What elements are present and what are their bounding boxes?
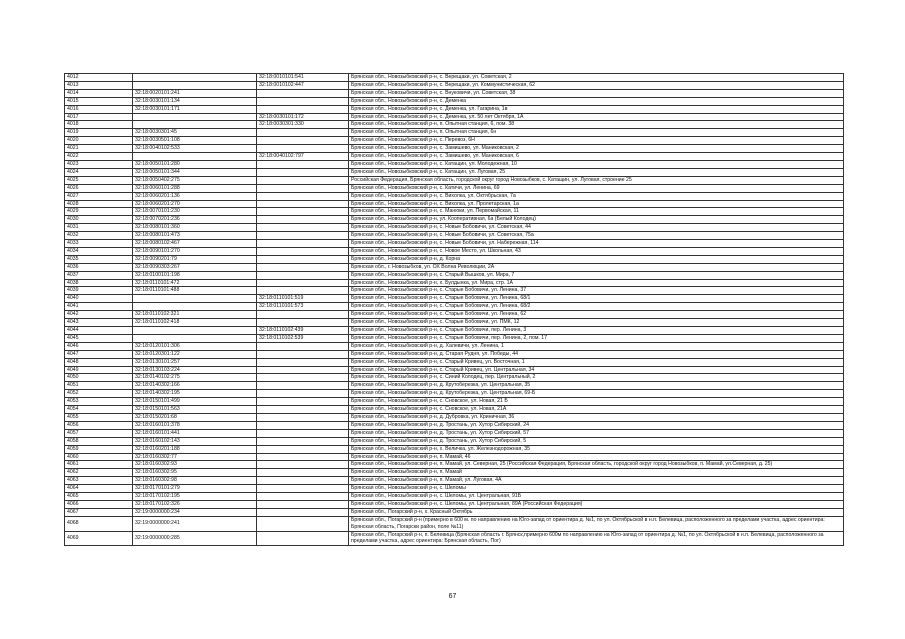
cadastral-number-alt-cell	[257, 429, 349, 437]
row-number-cell: 4031	[65, 224, 133, 232]
cadastral-number-alt-cell	[257, 421, 349, 429]
cadastral-number-cell: 32:18:0150101:499	[133, 398, 257, 406]
cadastral-number-cell: 32:18:0170102:195	[133, 493, 257, 501]
cadastral-number-cell: 32:18:0090201:79	[133, 255, 257, 263]
address-cell: Брянская обл., Новозыбковский р-н, с. Старые Бобовичи, пер. Ленина, 2, пом. 17	[349, 334, 844, 342]
address-cell: Брянская обл., Новозыбковский р-н, с. Старые Бобовичи, ул. Ленина, 62	[349, 311, 844, 319]
cadastral-number-alt-cell	[257, 382, 349, 390]
row-number-cell: 4065	[65, 493, 133, 501]
address-cell: Брянская обл., Погарский р-н (примерно в 600 м. по направлению на Юго-запад от ориентира д. №1, по ул. Октябрьской в н.п. Белевица, расположенного за пределами участка, адрес ориентира: Брянская область, Погарски район, поле №11)	[349, 516, 844, 531]
address-cell: Брянская обл., Новозыбковский р-н, с. Старые Бобовичи, ул. ПМК, 12	[349, 319, 844, 327]
table-row	[65, 224, 844, 232]
cadastral-number-cell: 32:18:0060201:136	[133, 192, 257, 200]
row-number-cell: 4053	[65, 398, 133, 406]
cadastral-number-alt-cell	[257, 263, 349, 271]
table-row	[65, 287, 844, 295]
row-number-cell: 4062	[65, 469, 133, 477]
cadastral-number-alt-cell: 32:18:0030301:330	[257, 121, 349, 129]
cadastral-number-alt-cell	[257, 105, 349, 113]
table-row	[65, 113, 844, 121]
cadastral-number-cell: 32:18:0030101:171	[133, 105, 257, 113]
cadastral-number-cell: 32:18:0080101:360	[133, 224, 257, 232]
cadastral-number-cell: 32:18:0080102:467	[133, 240, 257, 248]
address-cell: Брянская обл., Новозыбковский р-н, с. Верещаки, ул. Коммунистическая, 62	[349, 81, 844, 89]
table-row	[65, 429, 844, 437]
cadastral-number-alt-cell	[257, 342, 349, 350]
row-number-cell: 4059	[65, 445, 133, 453]
row-number-cell: 4046	[65, 342, 133, 350]
row-number-cell: 4016	[65, 105, 133, 113]
row-number-cell: 4058	[65, 437, 133, 445]
row-number-cell: 4036	[65, 263, 133, 271]
cadastral-number-alt-cell	[257, 516, 349, 531]
address-cell: Брянская обл., Новозыбковский р-н, с. Синий Колодец, пер. Центральный, 2	[349, 374, 844, 382]
table-row	[65, 327, 844, 335]
cadastral-number-alt-cell	[257, 453, 349, 461]
address-cell: Брянская обл., Новозыбковский р-н, с. Деменка	[349, 97, 844, 105]
table-row	[65, 121, 844, 129]
cadastral-number-cell: 32:18:0030501:108	[133, 137, 257, 145]
row-number-cell: 4063	[65, 477, 133, 485]
address-cell: Российская Федерация, Брянская область, городской округ город Новозыбков, с. Катащин, ул. Луговая, строение 25	[349, 176, 844, 184]
row-number-cell: 4023	[65, 160, 133, 168]
table-row	[65, 129, 844, 137]
page-number: 67	[448, 593, 457, 600]
address-cell: Брянская обл., Новозыбковский р-н, с. Шеломы	[349, 485, 844, 493]
cadastral-number-cell: 32:18:0120101:306	[133, 342, 257, 350]
table-row	[65, 279, 844, 287]
table-row	[65, 192, 844, 200]
cadastral-number-alt-cell	[257, 89, 349, 97]
cadastral-number-alt-cell: 32:18:0010102:447	[257, 81, 349, 89]
cadastral-number-alt-cell	[257, 176, 349, 184]
row-number-cell: 4047	[65, 350, 133, 358]
cadastral-number-cell: 32:18:0030101:134	[133, 97, 257, 105]
address-cell: Брянская обл., Новозыбковский р-н, с. Внуковичи, ул. Советская, 38	[349, 89, 844, 97]
row-number-cell: 4052	[65, 390, 133, 398]
row-number-cell: 4040	[65, 295, 133, 303]
cadastral-number-cell	[133, 153, 257, 161]
cadastral-number-alt-cell	[257, 358, 349, 366]
address-cell: Брянская обл., Новозыбковский р-н, с. Старые Бобовичи, пер. Ленина, 3	[349, 327, 844, 335]
table-row	[65, 516, 844, 531]
address-cell: Брянская обл., Новозыбковский р-н, с. Новые Бобовичи, ул. Советская, 75а	[349, 232, 844, 240]
address-cell: Брянская обл., Новозыбковский р-н, п. Опытная станция, 6н	[349, 129, 844, 137]
address-cell: Брянская обл., Новозыбковский р-н, с. Старые Бобовичи, ул. Ленина, 68/2	[349, 303, 844, 311]
cadastral-number-alt-cell	[257, 508, 349, 516]
address-cell: Брянская обл., Новозыбковский р-н, д. Крутоберезка, ул. Центральная, 69-Б	[349, 390, 844, 398]
cadastral-number-alt-cell	[257, 445, 349, 453]
cadastral-number-alt-cell	[257, 319, 349, 327]
address-cell: Брянская обл., Новозыбковский р-н, д. Тростань, ул. Хутор Сибирский, 5	[349, 437, 844, 445]
row-number-cell: 4018	[65, 121, 133, 129]
cadastral-number-cell: 32:18:0110102:321	[133, 311, 257, 319]
address-cell: Брянская обл., Погарский р-н, х. Красный Октябрь	[349, 508, 844, 516]
row-number-cell: 4042	[65, 311, 133, 319]
table-row	[65, 390, 844, 398]
address-cell: Брянская обл., Новозыбковский р-н, с. Старые Бобовичи, ул. Ленина, 37	[349, 287, 844, 295]
table-row	[65, 216, 844, 224]
table-row	[65, 255, 844, 263]
table-row	[65, 247, 844, 255]
cadastral-number-cell: 32:19:0000000:241	[133, 516, 257, 531]
cadastral-number-cell	[133, 334, 257, 342]
cadastral-number-cell: 32:18:0150201:68	[133, 413, 257, 421]
address-cell: Брянская обл., Новозыбковский р-н, с. Манюки, ул. Первомайская, 11	[349, 208, 844, 216]
row-number-cell: 4044	[65, 327, 133, 335]
address-cell: Брянская обл., Новозыбковский р-н, п. Мамай, 46	[349, 453, 844, 461]
row-number-cell: 4048	[65, 358, 133, 366]
row-number-cell: 4049	[65, 366, 133, 374]
cadastral-number-cell	[133, 327, 257, 335]
address-cell: Брянская обл., Новозыбковский р-н, с. Верещаки, ул. Советская, 2	[349, 74, 844, 82]
cadastral-number-alt-cell	[257, 398, 349, 406]
row-number-cell: 4068	[65, 516, 133, 531]
table-row	[65, 437, 844, 445]
table-row	[65, 413, 844, 421]
cadastral-number-alt-cell	[257, 145, 349, 153]
row-number-cell: 4050	[65, 374, 133, 382]
address-cell: Брянская обл., Новозыбковский р-н, с. Шеломы, ул. Центральная, 89А (Российская Федерация)	[349, 500, 844, 508]
cadastral-number-alt-cell	[257, 485, 349, 493]
cadastral-number-alt-cell	[257, 406, 349, 414]
address-cell: Брянская обл., г. Новозыбков, ул. ОХ Волна Революции, 2А	[349, 263, 844, 271]
row-number-cell: 4055	[65, 413, 133, 421]
row-number-cell: 4038	[65, 279, 133, 287]
cadastral-number-alt-cell	[257, 279, 349, 287]
table-row	[65, 445, 844, 453]
cadastral-number-cell: 32:18:0160302:95	[133, 469, 257, 477]
address-cell: Брянская обл., Новозыбковский р-н, с. Катащин, ул. Молодежная, 10	[349, 160, 844, 168]
row-number-cell: 4027	[65, 192, 133, 200]
cadastral-number-alt-cell	[257, 240, 349, 248]
table-row	[65, 153, 844, 161]
row-number-cell: 4026	[65, 184, 133, 192]
cadastral-number-cell: 32:18:0110101:472	[133, 279, 257, 287]
cadastral-number-cell: 32:18:0130101:257	[133, 358, 257, 366]
cadastral-number-cell	[133, 81, 257, 89]
cadastral-number-cell: 32:18:0070101:230	[133, 208, 257, 216]
address-cell: Брянская обл., Новозыбковский р-н, с. Вихолка, ул. Октябрьская, 7а	[349, 192, 844, 200]
cadastral-number-alt-cell	[257, 469, 349, 477]
cadastral-number-cell: 32:18:0160302:77	[133, 453, 257, 461]
row-number-cell: 4043	[65, 319, 133, 327]
cadastral-number-alt-cell	[257, 461, 349, 469]
address-cell: Брянская обл., Новозыбковский р-н, д. Старая Рудня, ул. Победы, 44	[349, 350, 844, 358]
address-cell: Брянская обл., Новозыбковский р-н, д. Тростань, ул. Хутор Сибирский, 24	[349, 421, 844, 429]
row-number-cell: 4024	[65, 168, 133, 176]
row-number-cell: 4019	[65, 129, 133, 137]
cadastral-number-cell	[133, 121, 257, 129]
address-cell: Брянская обл., Новозыбковский р-н, п. Мамай, ул. Луговая, 4А	[349, 477, 844, 485]
cadastral-number-alt-cell	[257, 137, 349, 145]
address-cell: Брянская обл., Новозыбковский р-н, с. Катащин, ул. Луговая, 25	[349, 168, 844, 176]
cadastral-number-alt-cell	[257, 184, 349, 192]
row-number-cell: 4013	[65, 81, 133, 89]
row-number-cell: 4021	[65, 145, 133, 153]
row-number-cell: 4066	[65, 500, 133, 508]
address-cell: Брянская обл., Новозыбковский р-н, с. Новые Бобовичи, ул. Набережная, 114	[349, 240, 844, 248]
address-cell: Брянская обл., Погарский р-н, п. Белевица (Брянская область г. Брянск,примерно 600м по направлению на Юго-запад от ориентира д. №1, по ул. Октябрьской в н.п. Белевица, расположенного за пределами участка, адрес ориентира: Брянская область, Пог)	[349, 531, 844, 546]
address-cell: Брянская обл., Новозыбковский р-н, п. Мамай	[349, 469, 844, 477]
cadastral-number-alt-cell	[257, 255, 349, 263]
table-row	[65, 89, 844, 97]
table-row	[65, 493, 844, 501]
cadastral-number-alt-cell: 32:18:0110102:439	[257, 327, 349, 335]
cadastral-number-alt-cell	[257, 350, 349, 358]
cadastral-number-cell: 32:18:0140302:166	[133, 382, 257, 390]
address-cell: Брянская обл., Новозыбковский р-н, п. Опытная станция, 6, пом. 38	[349, 121, 844, 129]
address-cell: Брянская обл., Новозыбковский р-н, с. Новые Бобовичи, ул. Советская, 44	[349, 224, 844, 232]
address-cell: Брянская обл., Новозыбковский р-н, д. Крутоберезка, ул. Центральная, 35	[349, 382, 844, 390]
cadastral-number-cell: 32:18:0050101:344	[133, 168, 257, 176]
row-number-cell: 4064	[65, 485, 133, 493]
table-row	[65, 398, 844, 406]
table-row	[65, 184, 844, 192]
cadastral-number-cell	[133, 295, 257, 303]
cadastral-number-cell: 32:18:0050402:275	[133, 176, 257, 184]
table-row	[65, 81, 844, 89]
table-row	[65, 453, 844, 461]
address-cell: Брянская обл., Новозыбковский р-н, с. Старые Бобовичи, ул. Ленина, 68/1	[349, 295, 844, 303]
cadastral-number-cell: 32:18:0030301:45	[133, 129, 257, 137]
cadastral-number-cell	[133, 74, 257, 82]
table-row	[65, 240, 844, 248]
cadastral-number-alt-cell	[257, 192, 349, 200]
row-number-cell: 4061	[65, 461, 133, 469]
row-number-cell: 4054	[65, 406, 133, 414]
cadastral-number-alt-cell	[257, 271, 349, 279]
registry-table	[64, 73, 844, 546]
table-row	[65, 350, 844, 358]
table-row	[65, 97, 844, 105]
table-row	[65, 500, 844, 508]
cadastral-number-alt-cell	[257, 224, 349, 232]
cadastral-number-cell: 32:19:0000000:234	[133, 508, 257, 516]
row-number-cell: 4033	[65, 240, 133, 248]
cadastral-number-cell: 32:18:0110101:488	[133, 287, 257, 295]
cadastral-number-alt-cell	[257, 374, 349, 382]
registry-table-body	[65, 74, 844, 546]
address-cell: Брянская обл., Новозыбковский р-н, д. Корна	[349, 255, 844, 263]
address-cell: Брянская обл., Новозыбковский р-н, с. Замишево, ул. Маниковская, 6	[349, 153, 844, 161]
address-cell: Брянская обл., Новозыбковский р-н, д. Тростань, ул. Хутор Сибирский, 57	[349, 429, 844, 437]
cadastral-number-alt-cell	[257, 531, 349, 546]
cadastral-number-cell: 32:18:0080101:473	[133, 232, 257, 240]
table-row	[65, 406, 844, 414]
row-number-cell: 4014	[65, 89, 133, 97]
address-cell: Брянская обл., Новозыбковский р-н, с. Старый Кривец, ул. Центральная, 34	[349, 366, 844, 374]
table-row	[65, 477, 844, 485]
cadastral-number-cell: 32:18:0060201:270	[133, 200, 257, 208]
address-cell: Брянская обл., Новозыбковский р-н, с. Старый Вышков, ул. Мира, 7	[349, 271, 844, 279]
cadastral-number-alt-cell	[257, 390, 349, 398]
table-row	[65, 319, 844, 327]
cadastral-number-cell: 32:18:0160102:143	[133, 437, 257, 445]
cadastral-number-alt-cell	[257, 200, 349, 208]
cadastral-number-alt-cell	[257, 129, 349, 137]
table-row	[65, 168, 844, 176]
row-number-cell: 4012	[65, 74, 133, 82]
cadastral-number-alt-cell: 32:18:0110101:573	[257, 303, 349, 311]
cadastral-number-cell: 32:18:0160201:188	[133, 445, 257, 453]
table-row	[65, 200, 844, 208]
cadastral-number-cell: 32:18:0170102:326	[133, 500, 257, 508]
address-cell: Брянская обл., Новозыбковский р-н, д. Халевичи, ул. Ленина, 1	[349, 342, 844, 350]
address-cell: Брянская обл., Новозыбковский р-н, ул. Кооперативная, 6а (Белый Колодец)	[349, 216, 844, 224]
table-row	[65, 334, 844, 342]
cadastral-number-alt-cell	[257, 477, 349, 485]
table-row	[65, 358, 844, 366]
table-row	[65, 366, 844, 374]
row-number-cell: 4057	[65, 429, 133, 437]
cadastral-number-cell: 32:18:0090303:267	[133, 263, 257, 271]
cadastral-number-cell: 32:18:0160302:98	[133, 477, 257, 485]
table-row	[65, 271, 844, 279]
row-number-cell: 4032	[65, 232, 133, 240]
cadastral-number-alt-cell: 32:18:0110101:519	[257, 295, 349, 303]
address-cell: Брянская обл., Новозыбковский р-н, с. Вихолка, ул. Пролетарская, 1а	[349, 200, 844, 208]
cadastral-number-alt-cell: 32:18:0110102:539	[257, 334, 349, 342]
cadastral-number-alt-cell: 32:18:0010101:541	[257, 74, 349, 82]
cadastral-number-alt-cell	[257, 311, 349, 319]
address-cell: Брянская обл., Новозыбковский р-н, с. Деменка, ул. Гагарина, 1в	[349, 105, 844, 113]
cadastral-number-cell: 32:18:0130103:224	[133, 366, 257, 374]
table-row	[65, 232, 844, 240]
table-row	[65, 137, 844, 145]
table-row	[65, 176, 844, 184]
cadastral-number-cell	[133, 113, 257, 121]
address-cell: Брянская обл., Новозыбковский р-н, с. Сновское, ул. Новая, 21 Б	[349, 398, 844, 406]
table-row	[65, 295, 844, 303]
row-number-cell: 4051	[65, 382, 133, 390]
cadastral-number-alt-cell: 32:18:0030101:172	[257, 113, 349, 121]
table-row	[65, 303, 844, 311]
table-row	[65, 105, 844, 113]
row-number-cell: 4069	[65, 531, 133, 546]
cadastral-number-alt-cell	[257, 413, 349, 421]
address-cell: Брянская обл., Новозыбковский р-н, с. Старый Кривец, ул. Восточная, 1	[349, 358, 844, 366]
address-cell: Брянская обл., Новозыбковский р-н, с. Новое Место, ул. Школьная, 43	[349, 247, 844, 255]
cadastral-number-alt-cell	[257, 247, 349, 255]
cadastral-number-alt-cell	[257, 168, 349, 176]
cadastral-number-alt-cell	[257, 437, 349, 445]
address-cell: Брянская обл., Новозыбковский р-н, п. Мамай, ул. Северная, 25 (Российская Федерация, Брянская область, городской округ город Новозыбков, п. Мамай, ул.Северная, д. 25)	[349, 461, 844, 469]
table-row	[65, 469, 844, 477]
table-row	[65, 311, 844, 319]
table-row	[65, 74, 844, 82]
cadastral-number-cell: 32:18:0160101:441	[133, 429, 257, 437]
table-row	[65, 342, 844, 350]
table-row	[65, 485, 844, 493]
address-cell: Брянская обл., Новозыбковский р-н, с. Шеломы, ул. Центральная, 91Б	[349, 493, 844, 501]
cadastral-number-alt-cell	[257, 493, 349, 501]
cadastral-number-cell: 32:18:0020101:241	[133, 89, 257, 97]
row-number-cell: 4025	[65, 176, 133, 184]
row-number-cell: 4034	[65, 247, 133, 255]
row-number-cell: 4045	[65, 334, 133, 342]
address-cell: Брянская обл., Новозыбковский р-н, х. Величка, ул. Железнодорожная, 35	[349, 445, 844, 453]
table-row	[65, 421, 844, 429]
cadastral-number-alt-cell	[257, 216, 349, 224]
cadastral-number-alt-cell	[257, 97, 349, 105]
table-row	[65, 145, 844, 153]
row-number-cell: 4041	[65, 303, 133, 311]
address-cell: Брянская обл., Новозыбковский р-н, х. Булдынка, ул. Мира, стр. 1А	[349, 279, 844, 287]
cadastral-number-cell: 32:18:0140302:195	[133, 390, 257, 398]
cadastral-number-alt-cell	[257, 287, 349, 295]
cadastral-number-cell: 32:19:0000000:285	[133, 531, 257, 546]
table-row	[65, 382, 844, 390]
cadastral-number-cell: 32:18:0160101:378	[133, 421, 257, 429]
address-cell: Брянская обл., Новозыбковский р-н, с. Катичи, ул. Ленина, 69	[349, 184, 844, 192]
cadastral-number-alt-cell	[257, 160, 349, 168]
cadastral-number-alt-cell: 32:18:0040102:797	[257, 153, 349, 161]
cadastral-number-alt-cell	[257, 366, 349, 374]
cadastral-number-cell: 32:18:0040102:533	[133, 145, 257, 153]
cadastral-number-cell: 32:18:0060101:288	[133, 184, 257, 192]
row-number-cell: 4035	[65, 255, 133, 263]
cadastral-number-cell: 32:18:0070201:236	[133, 216, 257, 224]
row-number-cell: 4037	[65, 271, 133, 279]
address-cell: Брянская обл., Новозыбковский р-н, с. Замишево, ул. Маниковская, 2	[349, 145, 844, 153]
row-number-cell: 4020	[65, 137, 133, 145]
table-row	[65, 531, 844, 546]
cadastral-number-cell: 32:18:0140102:275	[133, 374, 257, 382]
table-row	[65, 461, 844, 469]
row-number-cell: 4056	[65, 421, 133, 429]
row-number-cell: 4039	[65, 287, 133, 295]
table-row	[65, 374, 844, 382]
cadastral-number-cell: 32:18:0090101:270	[133, 247, 257, 255]
row-number-cell: 4015	[65, 97, 133, 105]
cadastral-number-cell: 32:18:0120301:122	[133, 350, 257, 358]
row-number-cell: 4060	[65, 453, 133, 461]
cadastral-number-cell: 32:18:0050101:280	[133, 160, 257, 168]
row-number-cell: 4067	[65, 508, 133, 516]
cadastral-number-cell: 32:18:0100101:198	[133, 271, 257, 279]
address-cell: Брянская обл., Новозыбковский р-н, с. Деменка, ул. 50 лет Октября, 1А	[349, 113, 844, 121]
row-number-cell: 4022	[65, 153, 133, 161]
table-row	[65, 208, 844, 216]
address-cell: Брянская обл., Новозыбковский р-н, с. Сновское, ул. Новая, 21А	[349, 406, 844, 414]
cadastral-number-alt-cell	[257, 208, 349, 216]
cadastral-number-alt-cell	[257, 232, 349, 240]
cadastral-number-alt-cell	[257, 500, 349, 508]
cadastral-number-cell: 32:18:0150101:563	[133, 406, 257, 414]
table-row	[65, 160, 844, 168]
row-number-cell: 4030	[65, 216, 133, 224]
table-row	[65, 508, 844, 516]
row-number-cell: 4017	[65, 113, 133, 121]
cadastral-number-cell: 32:18:0170101:279	[133, 485, 257, 493]
address-cell: Брянская обл., Новозыбковский р-н, д. Дубровка, ул. Криничная, 36	[349, 413, 844, 421]
cadastral-number-cell	[133, 303, 257, 311]
cadastral-number-cell: 32:18:0110102:418	[133, 319, 257, 327]
table-row	[65, 263, 844, 271]
address-cell: Брянская обл., Новозыбковский р-н, с. Перевоз, 6Н	[349, 137, 844, 145]
row-number-cell: 4028	[65, 200, 133, 208]
row-number-cell: 4029	[65, 208, 133, 216]
cadastral-number-cell: 32:18:0160302:93	[133, 461, 257, 469]
